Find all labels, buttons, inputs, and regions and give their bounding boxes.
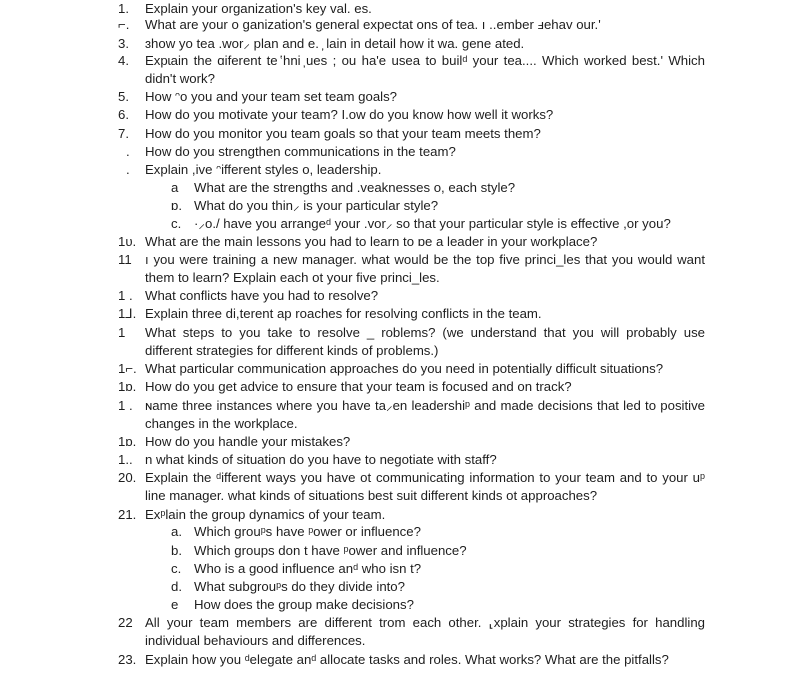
item-number: 3. bbox=[118, 36, 129, 51]
item-number: 4. bbox=[118, 53, 129, 68]
item-number: 6. bbox=[118, 107, 129, 122]
item-number: 11 bbox=[118, 252, 132, 267]
item-text: n what kinds of situation do you have to negotiate with staff? bbox=[145, 452, 497, 467]
item-number: ɒ. bbox=[171, 198, 182, 213]
item-text: ı you were training a new manager. what would be the top five princi_les that you would want them to learn? Explain each ot your five princi_les. bbox=[145, 252, 705, 285]
item-number: 1⌐. bbox=[118, 361, 137, 376]
item-text: How do you monitor you team goals so that your team meets them? bbox=[145, 126, 541, 141]
item-text: How do you get advice to ensure that your team is focused and on track? bbox=[145, 379, 572, 394]
item-text: What are the main lessons you had to learn to ɒe a leader in your workplace? bbox=[145, 234, 598, 249]
item-number: 1ɒ. bbox=[118, 434, 137, 449]
item-text: What particular communication approaches do you need in potentially difficult situations? bbox=[145, 361, 664, 376]
item-text: How ᵔo you and your team set team goals? bbox=[145, 89, 398, 104]
item-text: Explain ,ive ᵔifferent styles o, leadership. bbox=[145, 162, 382, 177]
item-text: What are the strengths and .veaknesses o, each style? bbox=[194, 180, 516, 195]
item-text: ·⸝o./ have you arrangeᵈ your .vor⸝ so that your particular style is effective ,or you? bbox=[194, 216, 671, 231]
item-number: b. bbox=[171, 543, 182, 558]
item-number: 1ɒ. bbox=[118, 379, 137, 394]
item-number: 7. bbox=[118, 126, 129, 141]
item-text: What conflicts have you had to resolve? bbox=[145, 288, 379, 303]
item-text: How do you handle your mistakes? bbox=[145, 434, 351, 449]
item-text: What do you thin⸝ is your particular style? bbox=[194, 198, 439, 213]
item-number: 22 bbox=[118, 615, 133, 630]
item-text: Explain the ᵈifferent ways you have ot communicating information to your team and to your uᵖ line manager. what kinds of situations best suit different kinds ot approaches? bbox=[145, 470, 705, 503]
item-number: . bbox=[126, 162, 130, 177]
item-number: d. bbox=[171, 579, 182, 594]
item-text: How does the group make decisions? bbox=[194, 597, 414, 612]
item-number: a bbox=[171, 180, 179, 195]
item-number: 1 . bbox=[118, 398, 133, 413]
item-number: 1υ. bbox=[118, 234, 137, 249]
item-text: What steps to you take to resolve _ roblems? (we understand that you will probably use different strategies for different kinds of problems.) bbox=[145, 325, 705, 358]
item-text: All your team members are different trom each other. ⸤xplain your strategies for handling individual behaviours and differences. bbox=[145, 615, 705, 648]
item-number: ⌐. bbox=[118, 17, 130, 32]
item-text: ɴame three instances where you have ta⸝en leadershiᵖ and made decisions that led to positive changes in the workplace. bbox=[145, 398, 705, 431]
item-text: Expɩain the ɑiferent te ̔hni ̦ues ; ou ha'e usea to builᵈ your tea.... Which worked best.' Which didn't work? bbox=[145, 53, 705, 86]
item-text: ɜhow yo tea .wor⸝ plan and e. ̦ lain in detail how it wa. gene ated. bbox=[145, 36, 525, 51]
item-number: c. bbox=[171, 561, 182, 576]
item-number: a. bbox=[171, 524, 182, 539]
item-number: 1. bbox=[118, 1, 129, 16]
item-text: Explain your organization's key val. es. bbox=[145, 1, 372, 16]
item-number: 1 bbox=[118, 325, 126, 340]
item-text: How do you motivate your team? I.ow do you know how well it works? bbox=[145, 107, 554, 122]
item-text: Who is a good influence anᵈ who isn t? bbox=[194, 561, 422, 576]
item-number: 1 . bbox=[118, 288, 133, 303]
item-number: 1⅃. bbox=[118, 306, 137, 321]
item-text: Explain how you ᵈelegate anᵈ allocate tasks and roles. What works? What are the pitfalls? bbox=[145, 652, 669, 667]
item-text: Explain three di,terent ap roaches for resolving conflicts in the team. bbox=[145, 306, 542, 321]
item-text: What subgrouᵖs do they divide into? bbox=[194, 579, 405, 594]
item-number: 20. bbox=[118, 470, 137, 485]
item-text: What are your o ganization's general expectat ons of tea. ı ..ember ⅎehav our.' bbox=[145, 17, 601, 32]
item-number: e bbox=[171, 597, 179, 612]
item-number: 23. bbox=[118, 652, 137, 667]
item-text: Which groups don t have ᵖower and influence? bbox=[194, 543, 467, 558]
item-text: How do you strengthen communications in the team? bbox=[145, 144, 456, 159]
item-number: c. bbox=[171, 216, 182, 231]
item-text: Which grouᵖs have ᵖower or influence? bbox=[194, 524, 421, 539]
item-text: Exᵖlain the group dynamics of your team. bbox=[145, 507, 386, 522]
item-number: . bbox=[126, 144, 130, 159]
item-number: 1.. bbox=[118, 452, 133, 467]
item-number: 21. bbox=[118, 507, 137, 522]
item-number: 5. bbox=[118, 89, 129, 104]
